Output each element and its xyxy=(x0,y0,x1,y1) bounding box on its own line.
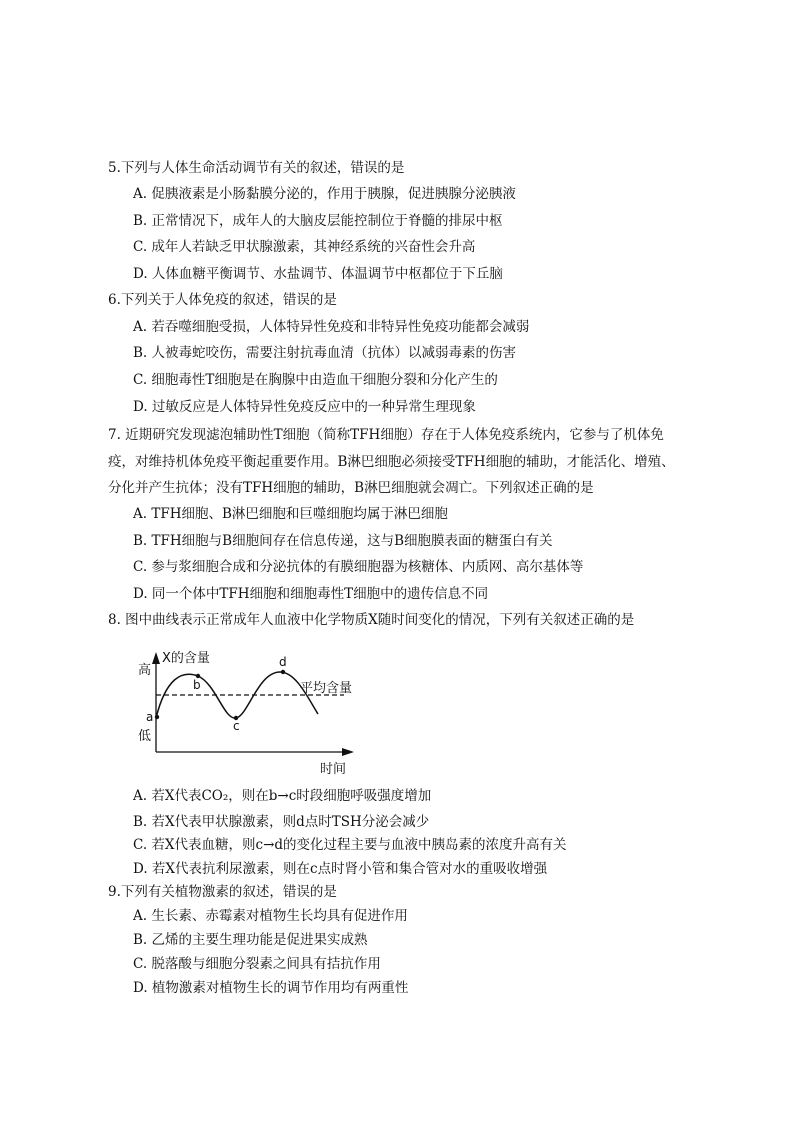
point-a-marker xyxy=(155,715,159,719)
q8-diagram xyxy=(130,648,370,778)
q7-stem-line-3: 分化并产生抗体；没有TFH细胞的辅助，B淋巴细胞就会凋亡。下列叙述正确的是 xyxy=(108,480,594,496)
q8-option-d: D. 若X代表抗利尿激素，则在c点时肾小管和集合管对水的重吸收增强 xyxy=(133,861,548,877)
q8-option-b: B. 若X代表甲状腺激素，则d点时TSH分泌会减少 xyxy=(133,814,430,830)
q9-option-b: B. 乙烯的主要生理功能是促进果实成熟 xyxy=(133,932,368,948)
q6-option-d: D. 过敏反应是人体特异性免疫反应中的一种异常生理现象 xyxy=(133,399,476,415)
point-c-label: c xyxy=(233,719,240,733)
q6-option-a: A. 若吞噬细胞受损，人体特异性免疫和非特异性免疫功能都会减弱 xyxy=(133,319,530,335)
q9-stem: 9.下列有关植物激素的叙述，错误的是 xyxy=(108,884,337,900)
q5-option-d: D. 人体血糖平衡调节、水盐调节、体温调节中枢都位于下丘脑 xyxy=(133,266,503,282)
q7-option-b: B. TFH细胞与B细胞间存在信息传递，这与B细胞膜表面的糖蛋白有关 xyxy=(133,533,553,549)
y-axis-arrow xyxy=(152,652,160,664)
q8-option-a: A. 若X代表CO₂，则在b→c时段细胞呼吸强度增加 xyxy=(133,788,432,804)
q6-stem: 6.下列关于人体免疫的叙述，错误的是 xyxy=(108,292,337,308)
q5-stem: 5.下列与人体生命活动调节有关的叙述，错误的是 xyxy=(108,160,405,176)
q5-option-c: C. 成年人若缺乏甲状腺激素，其神经系统的兴奋性会升高 xyxy=(133,239,476,255)
y-low-label: 低 xyxy=(138,729,152,744)
y-axis-label: X的含量 xyxy=(162,651,210,666)
q7-stem-line-1: 7. 近期研究发现滤泡辅助性T细胞（简称TFH细胞）存在于人体免疫系统内，它参与了机体免 xyxy=(108,427,664,443)
point-d-marker xyxy=(281,670,285,674)
q6-option-b: B. 人被毒蛇咬伤，需要注射抗毒血清（抗体）以减弱毒素的伤害 xyxy=(133,345,517,361)
q7-option-c: C. 参与浆细胞合成和分泌抗体的有膜细胞器为核糖体、内质网、高尔基体等 xyxy=(133,559,584,575)
q5-option-a: A. 促胰液素是小肠黏膜分泌的，作用于胰腺，促进胰腺分泌胰液 xyxy=(133,186,516,202)
q9-option-c: C. 脱落酸与细胞分裂素之间具有拮抗作用 xyxy=(133,956,381,972)
point-a-label: a xyxy=(146,710,154,724)
q5-option-b: B. 正常情况下，成年人的大脑皮层能控制位于脊髓的排尿中枢 xyxy=(133,213,503,229)
y-high-label: 高 xyxy=(138,663,152,678)
x-axis-arrow xyxy=(342,748,354,756)
q6-option-c: C. 细胞毒性T细胞是在胸腺中由造血干细胞分裂和分化产生的 xyxy=(133,372,498,388)
q9-option-a: A. 生长素、赤霉素对植物生长均具有促进作用 xyxy=(133,908,408,924)
q7-option-d: D. 同一个体中TFH细胞和细胞毒性T细胞中的遗传信息不同 xyxy=(133,586,489,602)
q7-option-a: A. TFH细胞、B淋巴细胞和巨噬细胞均属于淋巴细胞 xyxy=(133,506,448,522)
q8-option-c: C. 若X代表血糖，则c→d的变化过程主要与血液中胰岛素的浓度升高有关 xyxy=(133,837,567,853)
average-label: 平均含量 xyxy=(300,681,353,696)
q8-stem: 8. 图中曲线表示正常成年人血液中化学物质X随时间变化的情况，下列有关叙述正确的是 xyxy=(108,612,635,628)
point-b-label: b xyxy=(193,678,201,692)
x-axis-label: 时间 xyxy=(320,762,347,777)
point-d-label: d xyxy=(279,655,287,669)
q9-option-d: D. 植物激素对植物生长的调节作用均有两重性 xyxy=(133,980,409,996)
q7-stem-line-2: 疫，对维持机体免疫平衡起重要作用。B淋巴细胞必须接受TFH细胞的辅助，才能活化、增殖、 xyxy=(108,454,675,470)
